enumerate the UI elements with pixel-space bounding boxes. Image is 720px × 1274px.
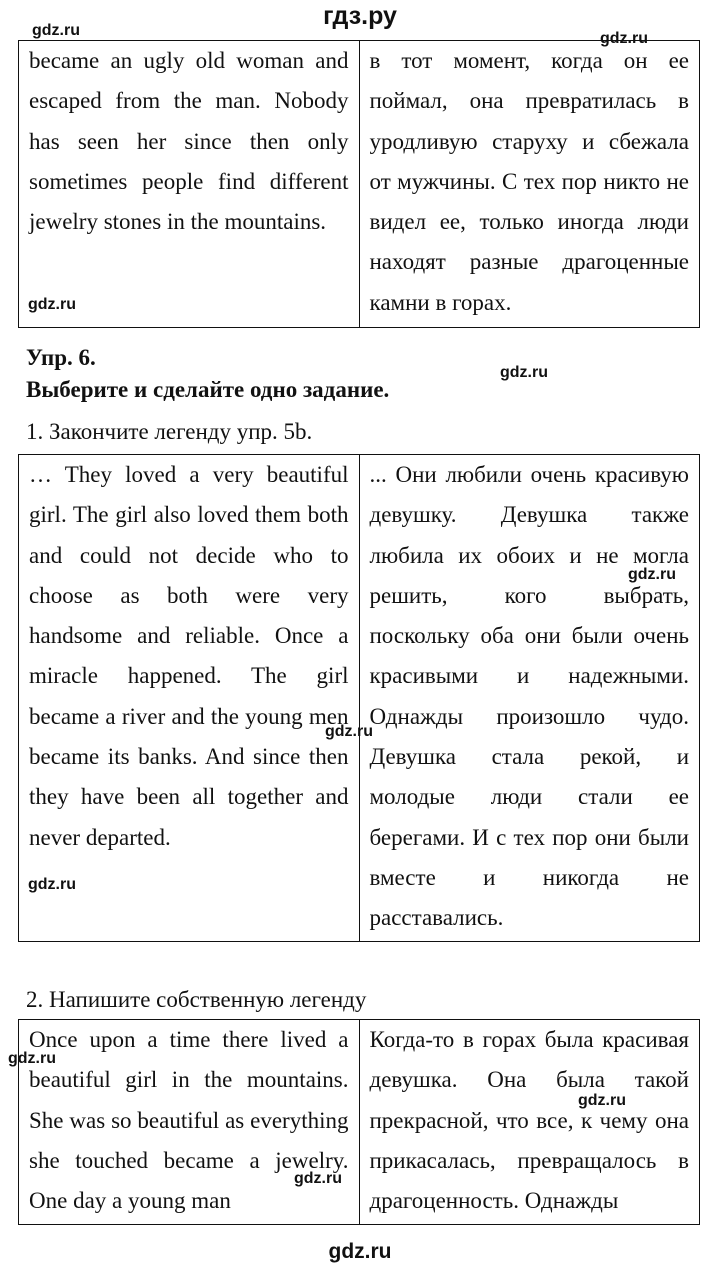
translation-table-2 — [18, 454, 700, 942]
russian-text-cell: в тот момент, когда он ее поймал, она превратилась в уродливую старуху и сбежала от мужчины. С тех пор никто не видел ее, только иногда люди находят разные драгоценные камни в горах. — [359, 41, 700, 328]
translation-table-3 — [18, 1019, 700, 1225]
watermark: gdz.ru — [325, 723, 373, 740]
russian-text-cell: Когда-то в горах была красивая девушка. Она была такой прекрасной, что все, к чему она прикасалась, превращалось в драгоценность. Однажды — [359, 1020, 700, 1225]
english-text-cell: Once upon a time there lived a beautiful girl in the mountains. She was so beautiful as everything she touched became a jewelry. One day a young man — [19, 1020, 360, 1225]
watermark: gdz.ru — [28, 296, 76, 313]
task-1-heading: 1. Закончите легенду упр. 5b. — [26, 419, 313, 444]
watermark: gdz.ru — [500, 364, 548, 381]
watermark: gdz.ru — [294, 1170, 342, 1187]
watermark: gdz.ru — [628, 566, 676, 583]
site-header: гдз.ру — [323, 2, 397, 30]
watermark: gdz.ru — [8, 1050, 56, 1067]
watermark: gdz.ru — [32, 22, 80, 39]
watermark: gdz.ru — [600, 30, 648, 47]
translation-table-1 — [18, 40, 700, 328]
russian-text-cell: ... Они любили очень красивую девушку. Девушка также любила их обоих и не могла решить, кого выбрать, поскольку оба они были очень красивыми и надежными. Однажды произошло чудо. Девушка стала рекой, и молодые люди стали ее берегами. И с тех пор они были вместе и никогда не расставались. — [359, 455, 700, 942]
watermark: gdz.ru — [578, 1092, 626, 1109]
exercise-instruction: Выберите и сделайте одно задание. — [26, 377, 390, 402]
site-footer: gdz.ru — [328, 1240, 392, 1263]
english-text-cell: became an ugly old woman and escaped from the man. Nobody has seen her since then only sometimes people find different jewelry stones in the mountains. — [19, 41, 360, 328]
english-text-cell: … They loved a very beautiful girl. The girl also loved them both and could not decide who to choose as both were very handsome and reliable. Once a miracle happened. The girl became a river and the young men became its banks. And since then they have been all together and never departed. — [19, 455, 360, 942]
watermark: gdz.ru — [28, 876, 76, 893]
task-2-heading: 2. Напишите собственную легенду — [26, 987, 367, 1012]
exercise-title: Упр. 6. — [26, 345, 96, 370]
